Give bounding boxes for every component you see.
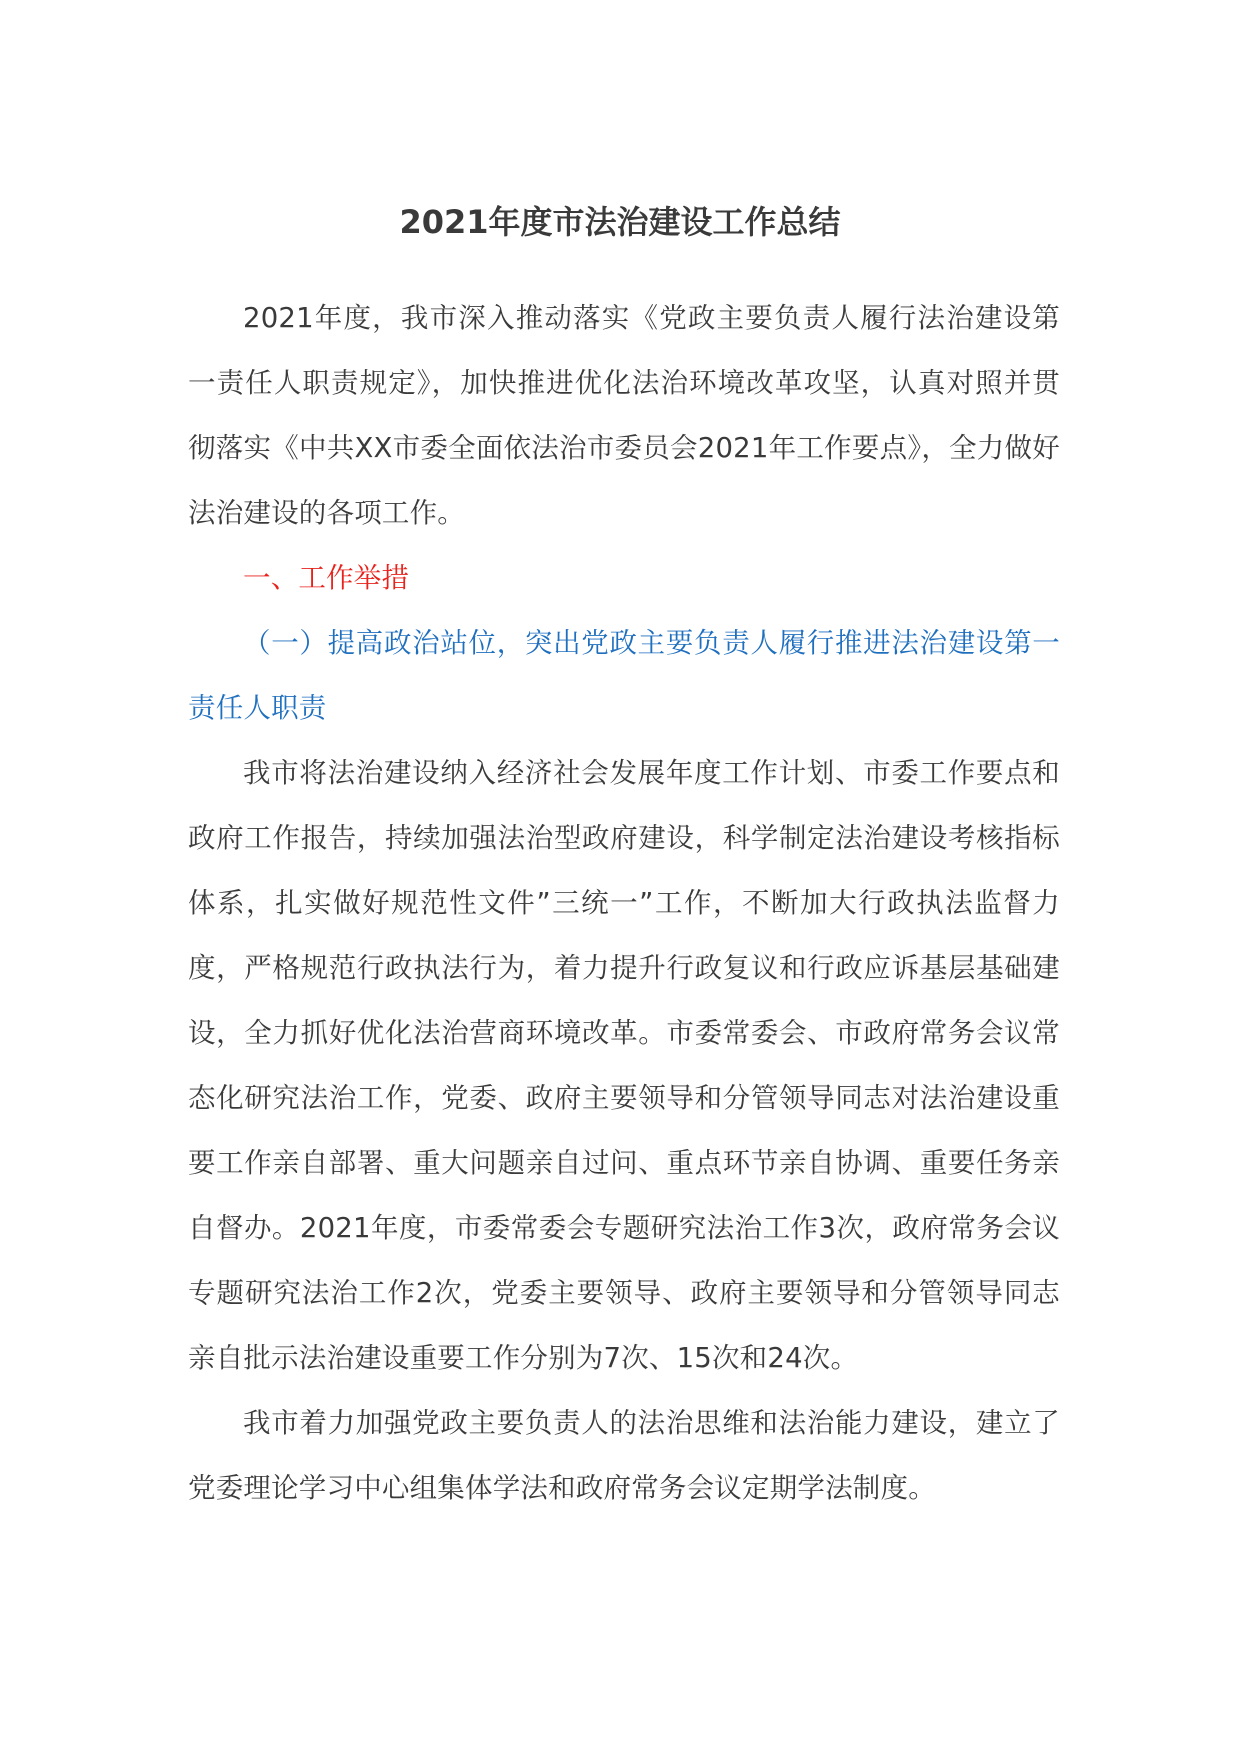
document-title: 2021年度市法治建设工作总结 [399, 203, 841, 241]
body-paragraph-2: 我市着力加强党政主要负责人的法治思维和法治能力建设，建立了党委理论学习中心组集体学法和政府常务会议定期学法制度。 [188, 1407, 1060, 1504]
subsection-heading: （一）提高政治站位，突出党政主要负责人履行推进法治建设第一责任人职责 [188, 627, 1060, 724]
section-heading: 一、工作举措 [243, 562, 410, 594]
document-body [188, 286, 1060, 1521]
intro-paragraph: 2021年度，我市深入推动落实《党政主要负责人履行法治建设第一责任人职责规定》，加快推进优化法治环境改革攻坚，认真对照并贯彻落实《中共XX市委全面依法治市委员会2021年工作要点》，全力做好法治建设的各项工作。 [188, 302, 1060, 529]
body-paragraph-1: 我市将法治建设纳入经济社会发展年度工作计划、市委工作要点和政府工作报告，持续加强法治型政府建设，科学制定法治建设考核指标体系，扎实做好规范性文件”三统一”工作，不断加大行政执法监督力度，严格规范行政执法行为，着力提升行政复议和行政应诉基层基础建设，全力抓好优化法治营商环境改革。市委常委会、市政府常务会议常态化研究法治工作，党委、政府主要领导和分管领导同志对法治建设重要工作亲自部署、重大问题亲自过问、重点环节亲自协调、重要任务亲自督办。2021年度，市委常委会专题研究法治工作3次，政府常务会议专题研究法治工作2次，党委主要领导、政府主要领导和分管领导同志亲自批示法治建设重要工作分别为7次、15次和24次。 [188, 757, 1060, 1374]
